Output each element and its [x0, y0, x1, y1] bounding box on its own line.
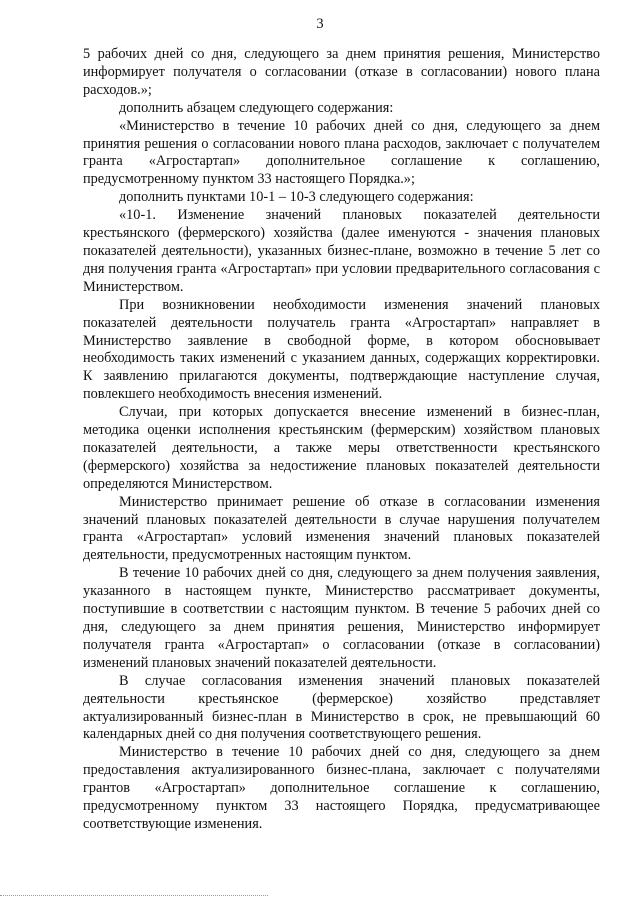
paragraph-5: «10-1. Изменение значений плановых показателей деятельности крестьянского (фермерского) хозяйства (далее именуются - значения плановых показателей деятельности), указанных бизнес-плане, возможно в течение 5 лет со дня получения гранта «Агростартап» при условии предварительного согласования с Министерством.	[83, 207, 600, 295]
paragraph-11: Министерство в течение 10 рабочих дней со дня, следующего за днем предоставления актуализированного бизнес-плана, заключает с получателями грантов «Агростартап» дополнительное соглашение к соглашению, предусмотренному пунктом 33 настоящего Порядка, предусматривающее соответствующие изменения.	[83, 744, 600, 832]
paragraph-4: дополнить пунктами 10-1 – 10-3 следующего содержания:	[119, 189, 474, 206]
paragraph-9: В течение 10 рабочих дней со дня, следующего за днем получения заявления, указанного в настоящем пункте, Министерство рассматривает документы, поступившие в соответствии с настоящим пунктом. В течение 5 рабочих дней со дня, следующего за днем принятия решения, Министерство информирует получателя гранта «Агростартап» о согласовании (отказе в согласовании) изменений плановых значений показателей деятельности.	[83, 565, 600, 671]
page-number: 3	[316, 16, 324, 32]
paragraph-10: В случае согласования изменения значений плановых показателей деятельности крестьянское (фермерское) хозяйство представляет актуализированный бизнес-план в Министерство в срок, не превышающий 60 календарных дней со дня получения соответствующего решения.	[83, 672, 600, 743]
footer-rule	[0, 895, 268, 896]
document-body	[83, 46, 600, 834]
paragraph-7: Случаи, при которых допускается внесение изменений в бизнес-план, методика оценки исполнения крестьянским (фермерским) хозяйством плановых показателей деятельности, а также меры ответственности крестьянского (фермерского) хозяйства за недостижение плановых показателей деятельности определяются Министерством.	[83, 404, 600, 492]
paragraph-8: Министерство принимает решение об отказе в согласовании изменения значений плановых показателей деятельности в случае нарушения получателем гранта «Агростартап» условий изменения значений плановых показателей деятельности, предусмотренных настоящим пунктом.	[83, 493, 600, 564]
paragraph-1: 5 рабочих дней со дня, следующего за днем принятия решения, Министерство информирует получателя о согласовании (отказе в согласовании) нового плана расходов.»;	[83, 46, 600, 98]
paragraph-2: дополнить абзацем следующего содержания:	[119, 99, 394, 116]
paragraph-6: При возникновении необходимости изменения значений плановых показателей деятельности получатель гранта «Агростартап» направляет в Министерство заявление в свободной форме, в котором обосновывает необходимость таких изменений с указанием данных, содержащих корректировки. К заявлению прилагаются документы, подтверждающие наступление случая, повлекшего необходимость внесения изменений.	[83, 296, 600, 403]
paragraph-3: «Министерство в течение 10 рабочих дней со дня, следующего за днем принятия решения о согласовании нового плана расходов, заключает с получателем гранта «Агростартап» дополнительное соглашение к соглашению, предусмотренному пунктом 33 настоящего Порядка.»;	[83, 117, 600, 188]
